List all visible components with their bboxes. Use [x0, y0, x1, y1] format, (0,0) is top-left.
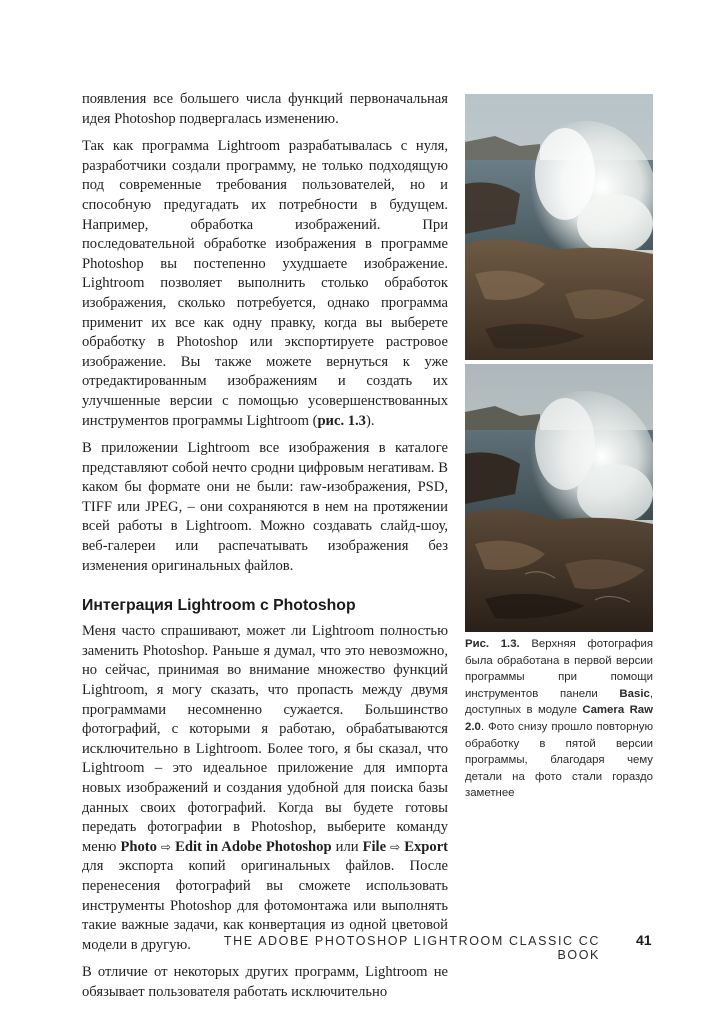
page-number: 41: [636, 932, 652, 948]
paragraph-3: В приложении Lightroom все изображения в каталоге представляют собой нечто сродни цифровым негативам. В каком бы формате они не были: raw-изображения, PSD, TIFF или JPEG, – они сохраняются в нем на протяжении всей работы в Lightroom. Можно создавать слайд-шоу, веб-галереи или распечатывать изображения без изменения оригинальных файлов.: [82, 440, 448, 574]
menu-arrow-icon: ⇨: [161, 839, 172, 854]
wave-photo-top-image: [465, 94, 653, 360]
running-footer-title: THE ADOBE PHOTOSHOP LIGHTROOM CLASSIC CC BOOK: [223, 934, 600, 962]
paragraph-4-end: для экспорта копий оригинальных файлов. После перенесения фотографий вы сможете использовать инструменты Photoshop для фотомонтажа или выполнять такие важные задачи, как конвертация из одной цветовой модели в другую.: [82, 858, 448, 953]
paragraph-4-text: Меня часто спрашивают, может ли Lightroom полностью заменить Photoshop. Раньше я думал, что это невозможно, но сейчас, принимая во внимание множество функций Lightroom, я могу сказать, что пропасть между двумя программами несомненно сужается. Большинство фотографий, с которыми я работаю, обрабатываются исключительно в Lightroom. Более того, я бы сказал, что Lightroom – это идеальное приложение для импорта новых изображений и создания удобной для поиска базы данных своих фотографий. Когда вы будете готовы передать фотографии в Photoshop, выберите команду меню: [82, 623, 448, 855]
menu-export: Export: [404, 838, 449, 855]
section-heading: Интеграция Lightroom с Photoshop: [82, 597, 356, 615]
paragraph-2-end: ).: [365, 412, 375, 429]
paragraph-4-or: или: [331, 838, 363, 855]
menu-file: File: [362, 838, 387, 855]
photo-version-5: [465, 364, 653, 632]
caption-camera-raw: Camera Raw 2.0: [465, 704, 653, 733]
caption-text-3: . Фото снизу прошло повторную обработку в пятой версии программы, благодаря чему детали на фото стали гораздо заметнее: [465, 720, 653, 800]
caption-text-1: Верхняя фотография была обработана в первой версии программы при помощи инструментов панели: [465, 638, 654, 700]
caption-label: Рис. 1.3.: [465, 638, 520, 650]
menu-arrow-icon: ⇨: [390, 839, 401, 854]
caption-text-2: , доступных в модуле: [465, 687, 653, 717]
paragraph-4: [82, 622, 448, 955]
menu-edit-in-photoshop: Edit in Adobe Photoshop: [175, 838, 332, 855]
wave-photo-bottom-image: [465, 364, 653, 632]
paragraph-2: [82, 137, 448, 431]
photo-version-1: [465, 94, 653, 360]
menu-photo: Photo: [120, 838, 157, 855]
figure-reference: рис. 1.3: [317, 412, 366, 429]
paragraph-5: В отличие от некоторых других программ, Lightroom не обязывает пользователя работать исключительно: [82, 964, 448, 1000]
paragraph-1: появления все большего числа функций первоначальная идея Photoshop подвергалась изменению.: [82, 91, 448, 127]
figure-caption: [465, 636, 653, 802]
paragraph-2-text: Так как программа Lightroom разрабатывалась с нуля, разработчики создали программу, не только подходящую под современные требования пользователей, но и способную предугадать их потребности в будущем. Например, обработка изображений. При последовательной обработке изображения в программе Photoshop вы постепенно ухудшаете изображение. Lightroom позволяет выполнить столько обработок изображения, сколько потребуется, однако программа применит их все как одну правку, когда вы выберете обработку в Photoshop или экспортируете растровое изображение. Вы также можете вернуться к уже отредактированным изображениям и создать их улучшенные версии с помощью усовершенствованных инструментов программы Lightroom (: [82, 138, 448, 429]
main-text-column: [82, 90, 448, 1011]
caption-basic: Basic: [619, 687, 650, 700]
